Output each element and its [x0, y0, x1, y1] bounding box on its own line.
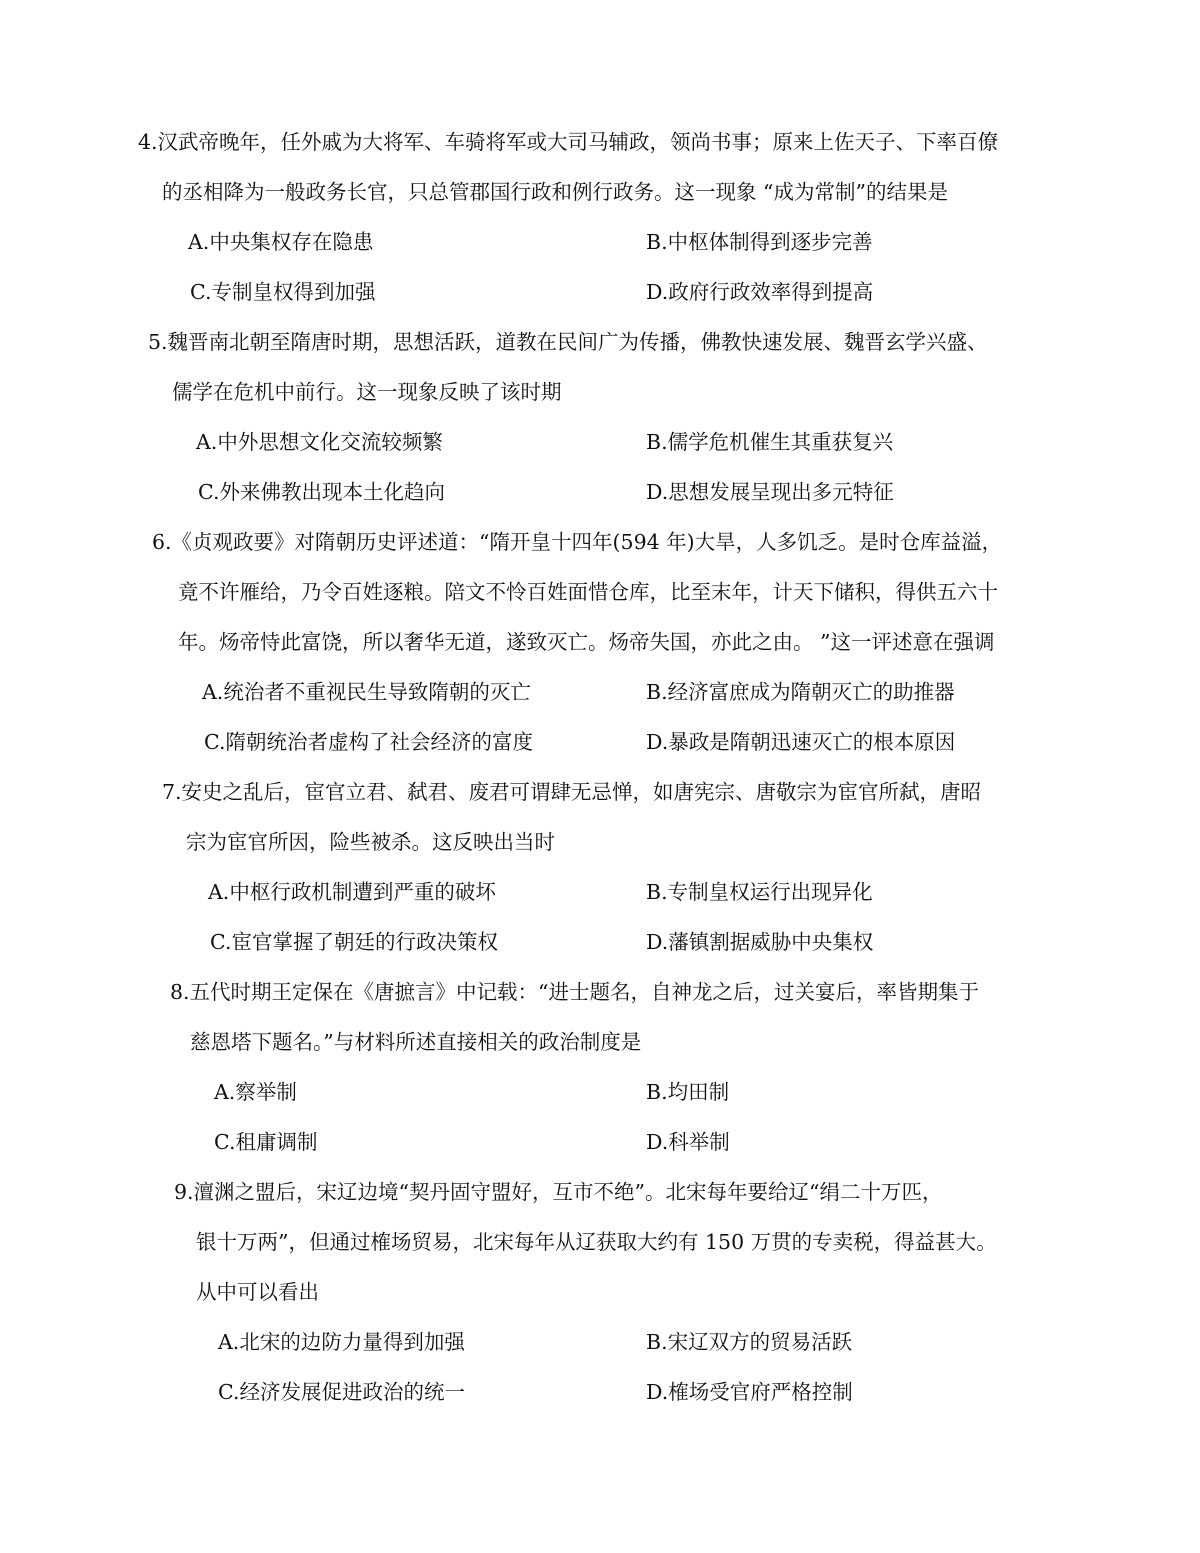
question-8-option-b[interactable]: B.均田制	[646, 1080, 730, 1104]
question-4-stem-line-2: 的丞相降为一般政务长官，只总管郡国行政和例行政务。这一现象 “成为常制”的结果是	[162, 180, 948, 204]
question-8-option-d[interactable]: D.科举制	[646, 1130, 730, 1154]
question-5-option-a[interactable]: A.中外思想文化交流较频繁	[196, 430, 443, 454]
question-7-option-c[interactable]: C.宦官掌握了朝廷的行政决策权	[210, 930, 498, 954]
question-4-option-a[interactable]: A.中央集权存在隐患	[188, 230, 374, 254]
question-9-option-d[interactable]: D.榷场受官府严格控制	[646, 1380, 853, 1404]
question-6-stem-line-3: 年。炀帝恃此富饶，所以奢华无道，遂致灭亡。炀帝失国，亦此之由。 ”这一评述意在强调	[178, 630, 995, 654]
question-4-option-c[interactable]: C.专制皇权得到加强	[190, 280, 376, 304]
question-5-option-b[interactable]: B.儒学危机催生其重获复兴	[646, 430, 894, 454]
question-6-option-d[interactable]: D.暴政是隋朝迅速灭亡的根本原因	[646, 730, 956, 754]
question-5-option-d[interactable]: D.思想发展呈现出多元特征	[646, 480, 894, 504]
question-4-option-d[interactable]: D.政府行政效率得到提高	[646, 280, 874, 304]
question-7-option-b[interactable]: B.专制皇权运行出现异化	[646, 880, 873, 904]
question-7-option-a[interactable]: A.中枢行政机制遭到严重的破坏	[208, 880, 496, 904]
question-5-option-c[interactable]: C.外来佛教出现本土化趋向	[198, 480, 445, 504]
question-6-option-b[interactable]: B.经济富庶成为隋朝灭亡的助推器	[646, 680, 955, 704]
question-8-option-a[interactable]: A.察举制	[214, 1080, 297, 1104]
question-8-option-c[interactable]: C.租庸调制	[214, 1130, 318, 1154]
question-9-option-b[interactable]: B.宋辽双方的贸易活跃	[646, 1330, 853, 1354]
question-5-stem-line-1: 5.魏晋南北朝至隋唐时期，思想活跃，道教在民间广为传播，佛教快速发展、魏晋玄学兴盛、	[148, 330, 988, 354]
question-9-stem-line-3: 从中可以看出	[196, 1280, 319, 1304]
question-8-stem-line-1: 8.五代时期王定保在《唐摭言》中记载：“进士题名，自神龙之后，过关宴后，率皆期集于	[170, 980, 980, 1004]
question-9-option-c[interactable]: C.经济发展促进政治的统一	[218, 1380, 465, 1404]
question-6-option-a[interactable]: A.统治者不重视民生导致隋朝的灭亡	[202, 680, 531, 704]
question-4-stem-line-1: 4.汉武帝晚年，任外戚为大将军、车骑将军或大司马辅政，领尚书事；原来上佐天子、下率百僚	[138, 130, 999, 154]
question-8-stem-line-2: 慈恩塔下题名。”与材料所述直接相关的政治制度是	[190, 1030, 642, 1054]
question-5-stem-line-2: 儒学在危机中前行。这一现象反映了该时期	[172, 380, 562, 404]
question-9-stem-line-2: 银十万两”，但通过榷场贸易，北宋每年从辽获取大约有 150 万贯的专卖税，得益甚大。	[196, 1230, 997, 1254]
question-9-option-a[interactable]: A.北宋的边防力量得到加强	[218, 1330, 465, 1354]
question-7-stem-line-1: 7.安史之乱后，宦官立君、弑君、废君可谓肆无忌惮，如唐宪宗、唐敬宗为宦官所弑，唐昭	[162, 780, 982, 804]
question-6-stem-line-1: 6.《贞观政要》对隋朝历史评述道：“隋开皇十四年(594 年)大旱，人多饥乏。是时仓库益溢，	[152, 530, 1003, 554]
question-7-option-d[interactable]: D.藩镇割据威胁中央集权	[646, 930, 874, 954]
question-6-option-c[interactable]: C.隋朝统治者虚构了社会经济的富度	[204, 730, 533, 754]
question-4-option-b[interactable]: B.中枢体制得到逐步完善	[646, 230, 873, 254]
question-9-stem-line-1: 9.澶渊之盟后，宋辽边境“契丹固守盟好，互市不绝”。北宋每年要给辽“绢二十万匹，	[174, 1180, 943, 1204]
question-6-stem-line-2: 竟不许雁给，乃令百姓逐粮。陪文不怜百姓面惜仓库，比至末年，计天下储积，得供五六十	[178, 580, 998, 604]
question-7-stem-line-2: 宗为宦官所因，险些被杀。这反映出当时	[186, 830, 555, 854]
